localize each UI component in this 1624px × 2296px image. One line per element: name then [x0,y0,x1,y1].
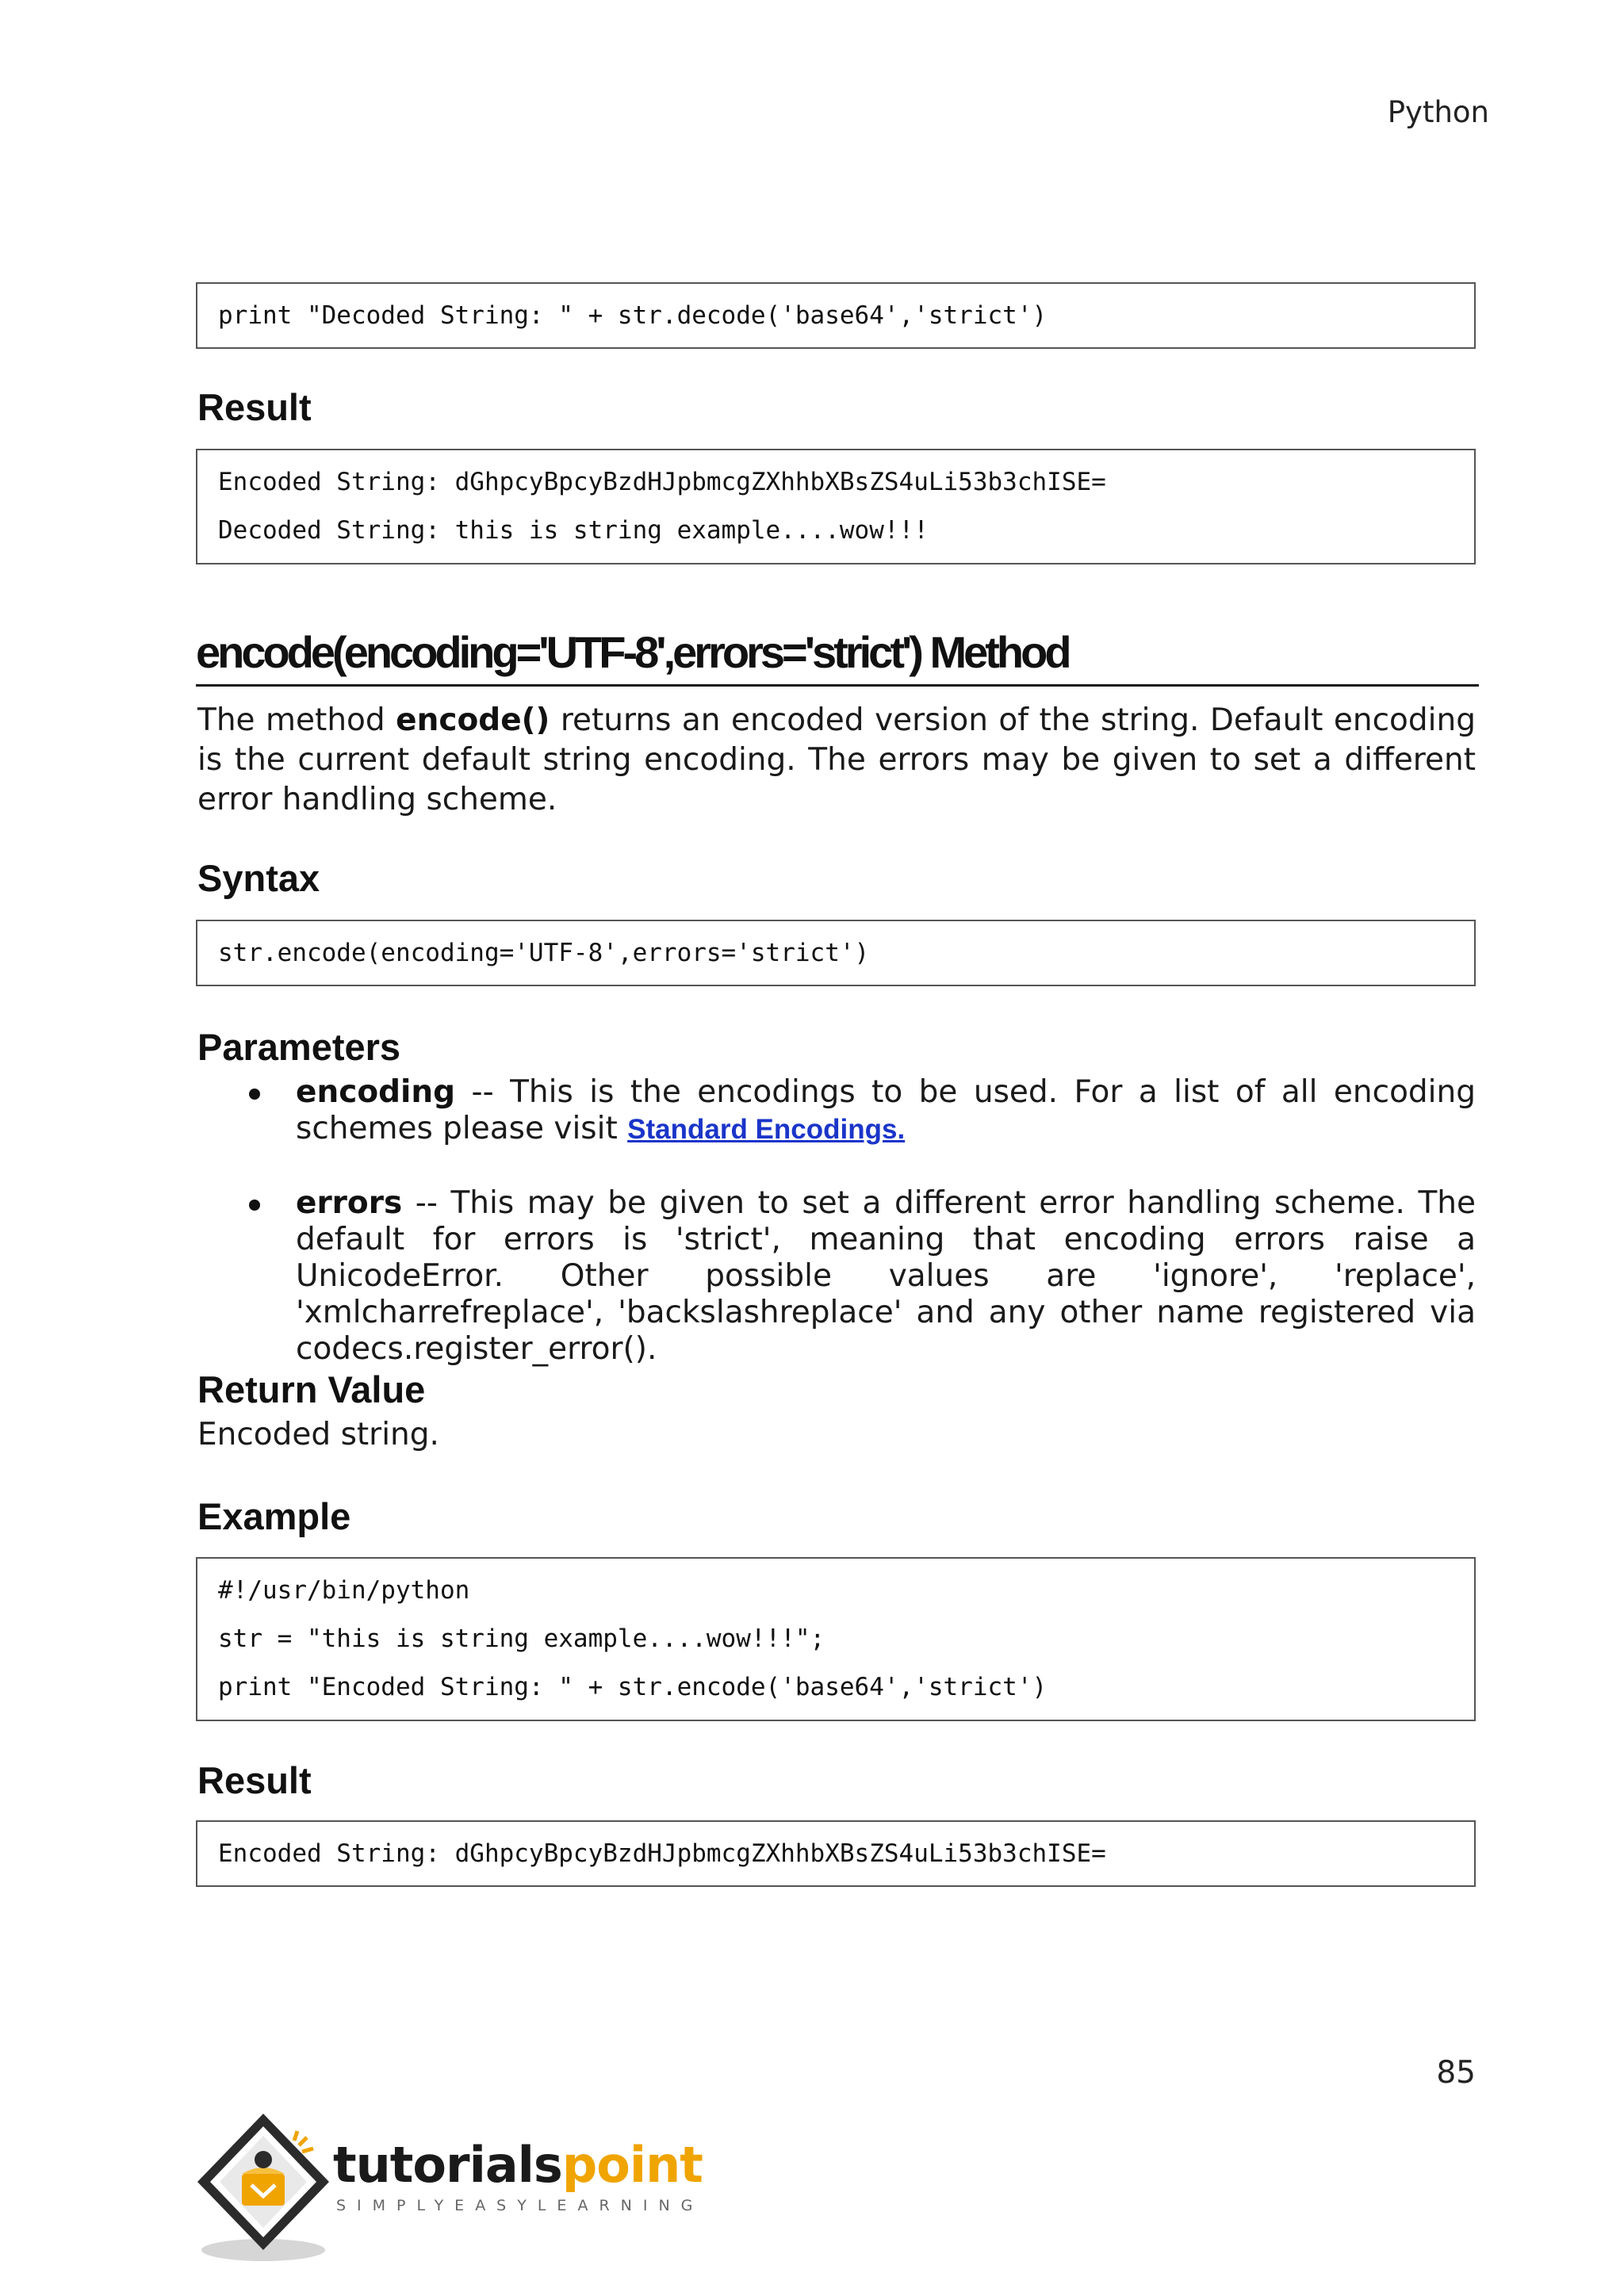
method-heading: encode(encoding='UTF-8',errors='strict') Method [196,626,1479,687]
code-line: print "Encoded String: " + str.encode('base64','strict') [218,1673,1048,1701]
code-line: Encoded String: dGhpcyBpcyBzdHJpbmcgZXhhbXBsZS4uLi53b3chISE= [218,1839,1106,1868]
bullet-icon [249,1089,260,1100]
return-value-text: Encoded string. [197,1417,439,1452]
bullet-icon [249,1200,260,1211]
standard-encodings-link[interactable]: Standard Encodings. [627,1114,906,1145]
example-heading: Example [197,1495,351,1537]
desc-pre: The method [197,702,396,738]
code-line: #!/usr/bin/python [218,1576,470,1605]
param-term: errors [296,1185,403,1221]
param-encoding [296,1074,1476,1148]
code-line: str.encode(encoding='UTF-8',errors='strict') [218,939,870,967]
result-heading-1: Result [197,386,312,428]
logo-wordmark [333,2136,703,2194]
syntax-heading: Syntax [197,857,320,899]
code-line: print "Decoded String: " + str.decode('base64','strict') [218,301,1048,330]
page-number: 85 [1436,2055,1476,2091]
desc-method-name: encode() [396,702,550,738]
code-line: Encoded String: dGhpcyBpcyBzdHJpbmcgZXhhbXBsZS4uLi53b3chISE= [218,468,1106,496]
example-block [196,1557,1476,1721]
running-header: Python [1387,95,1489,129]
param-desc: -- This is the encodings to be used. For a list of all encoding schemes please visit [296,1074,1476,1146]
parameters-heading: Parameters [197,1026,401,1068]
logo-tagline: SIMPLYEASYLEARNING [336,2197,704,2214]
result-heading-2: Result [197,1759,312,1801]
logo-word-tutorials: tutorials [333,2136,562,2194]
return-value-heading: Return Value [197,1368,426,1410]
result-block-2 [196,1820,1476,1887]
result-block-1 [196,449,1476,564]
logo-word-point: point [561,2136,703,2194]
param-errors [296,1185,1476,1368]
param-desc: -- This may be given to set a different error handling scheme. The default for errors is 'strict', meaning that encoding errors raise a UnicodeError. Other possible values are 'ignore', 'replace', 'xmlcharrefreplace', 'backslashreplace' and any other name registered via codecs.register_error(). [296,1185,1476,1367]
syntax-block [196,920,1476,986]
code-block-decode [196,282,1476,349]
param-term: encoding [296,1074,456,1110]
method-description [197,701,1476,820]
code-line: Decoded String: this is string example....wow!!! [218,516,929,545]
code-line: str = "this is string example....wow!!!"; [218,1624,825,1653]
tutorialspoint-logo-icon [196,2109,339,2267]
desc-post: returns an encoded version of the string. Default encoding is the current default string encoding. The errors may be given to set a different error handling scheme. [197,702,1476,817]
